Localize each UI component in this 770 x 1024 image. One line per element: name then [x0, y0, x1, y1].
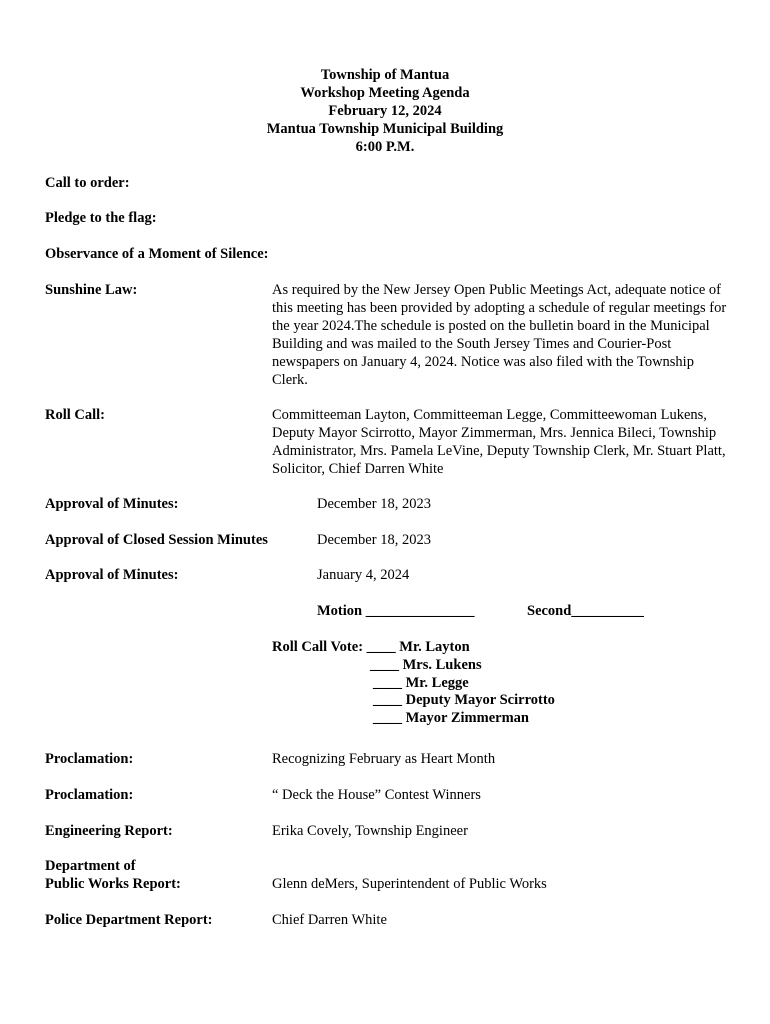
vote-line-zimmerman: ____ Mayor Zimmerman — [373, 710, 529, 726]
vote-line-legge: ____ Mr. Legge — [373, 675, 469, 691]
proclamation-label-2: Proclamation: — [45, 787, 134, 803]
proclamation-label-1: Proclamation: — [45, 751, 134, 767]
roll-call-vote-label: Roll Call Vote: ____ Mr. Layton — [272, 639, 470, 655]
roll-call-label: Roll Call: — [45, 407, 106, 423]
vote-line-scirrotto: ____ Deputy Mayor Scirrotto — [373, 692, 555, 708]
dpw-label-line1: Department of — [45, 858, 136, 874]
call-to-order-label: Call to order: — [45, 175, 130, 191]
second-line: Second__________ — [527, 603, 644, 619]
moment-of-silence-label: Observance of a Moment of Silence: — [45, 246, 269, 262]
meeting-location: Mantua Township Municipal Building — [266, 121, 504, 137]
pledge-label: Pledge to the flag: — [45, 210, 157, 226]
engineering-report-text: Erika Covely, Township Engineer — [272, 823, 468, 839]
dpw-report-text: Glenn deMers, Superintendent of Public Works — [272, 876, 547, 892]
approval-minutes-date-2: January 4, 2024 — [317, 567, 410, 583]
police-report-text: Chief Darren White — [272, 912, 387, 928]
approval-minutes-date: December 18, 2023 — [317, 496, 431, 512]
engineering-report-label: Engineering Report: — [45, 823, 173, 839]
approval-minutes-label: Approval of Minutes: — [45, 496, 179, 512]
agenda-header — [0, 66, 770, 156]
closed-session-minutes-label: Approval of Closed Session Minutes — [45, 532, 268, 548]
police-report-label: Police Department Report: — [45, 912, 213, 928]
proclamation-text-1: Recognizing February as Heart Month — [272, 751, 496, 767]
sunshine-law-text: As required by the New Jersey Open Public Meetings Act, adequate notice of this meeting has been provided by adopting a schedule of regular meetings for the year 2024.The schedule is posted on the bulletin board in the Municipal Building and was mailed to the South Jersey Times and Courier-Post newspapers on January 4, 2024. Notice was also filed with the Township Clerk. — [272, 282, 727, 388]
vote-line-lukens: ____ Mrs. Lukens — [370, 657, 482, 673]
roll-call-text: Committeeman Layton, Committeeman Legge, Committeewoman Lukens, Deputy Mayor Scirrotto, Mayor Zimmerman, Mrs. Jennica Bileci, Township Administrator, Mrs. Pamela LeVine, Deputy Township Clerk, Mr. Stuart Platt, Solicitor, Chief Darren White — [272, 407, 726, 477]
proclamation-text-2: “ Deck the House” Contest Winners — [272, 787, 481, 803]
approval-minutes-label-2: Approval of Minutes: — [45, 567, 179, 583]
meeting-time: 6:00 P.M. — [355, 139, 415, 155]
meeting-title: Workshop Meeting Agenda — [300, 85, 470, 101]
dpw-label-line2: Public Works Report: — [45, 876, 181, 892]
meeting-date: February 12, 2024 — [328, 103, 442, 119]
closed-session-minutes-date: December 18, 2023 — [317, 532, 431, 548]
township-name: Township of Mantua — [320, 67, 450, 83]
motion-line: Motion _______________ — [317, 603, 475, 619]
sunshine-law-label: Sunshine Law: — [45, 282, 138, 298]
